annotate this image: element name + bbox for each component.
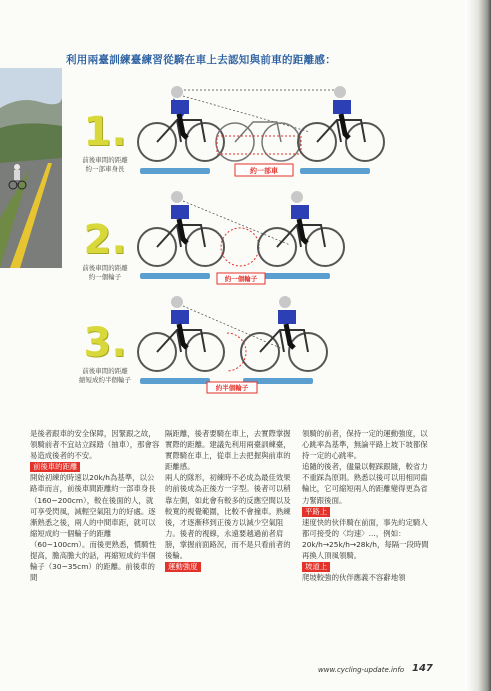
trainer-illustration-1	[135, 80, 395, 185]
footer-url: www.cycling-update.info	[318, 666, 405, 674]
section-tag-flat-road: 平路上	[302, 507, 330, 517]
step-1-number: 1.	[83, 109, 127, 155]
page-spine-shadow	[465, 0, 491, 691]
col3-paragraph-3: 速度快的伙伴騎在前面，事先約定騎人都可接受的〈均速〉…，例如：20k/h→25k/h→28k/h，每隔一段時間再換人頂風領騎。	[302, 517, 429, 561]
col1-paragraph-2: 開始初練的時速以20k/h為基準，以公路車而言，前後車間距離約一部車身長（160~200cm），較在後面的人，就可享受閃風，減輕空氣阻力的好處。逐漸熟悉之後，兩人的中間車距，就可以縮短成約一個輪子的距離（60~100cm）。而後更熟悉，慣騎性提高，膽高膽大的話，再縮短成約半個輪子（30~35cm）的距離。前後車的間	[30, 473, 156, 583]
text-column-1	[30, 428, 160, 583]
page-heading: 利用兩臺訓練臺練習從騎在車上去認知與前車的距離感：	[66, 54, 336, 66]
step-2-number: 2.	[83, 217, 127, 263]
distance-label-1: 約一部車	[250, 167, 278, 175]
step-2-caption: 前後車間的距離 約一個輪子	[82, 264, 128, 281]
text-column-3	[302, 428, 432, 583]
step-3-caption: 前後車間的距離 縮短成約半個輪子	[79, 367, 131, 384]
step-1-marker	[74, 109, 136, 173]
section-tag-distance: 前後車的距離	[30, 462, 80, 472]
trainer-illustration-2	[135, 185, 395, 290]
distance-label-3: 約半個輪子	[215, 384, 249, 392]
col3-paragraph-1: 領騎的前者，保持一定的運動強度，以心跳率為基準，無論平路上坡下坡都保持一定的心跳率。	[302, 429, 428, 461]
col2-paragraph-2: 兩人的隊形，初練時不必成為最佳效果的前後成為正後方一字型。後者可以稍靠左側，如此會有較多的反應空間以及較寬的視覺範圍，比較不會撞車。熟練後，才逐漸移到正後方以減少空氣阻力。後者的視線，永遠要越過前者肩膀，掌握前面路況，而不是只看前者的後輪。	[165, 473, 291, 561]
col3-paragraph-2: 追隨的後者，儘量以輕踩跟隨，較省力不重踩為原則。熟悉以後可以用相同齒輪比，它可縮短兩人的距離變得更為省力緊跟後面。	[302, 462, 428, 505]
step-1-caption: 前後車間的距離 約一部車身長	[82, 156, 128, 173]
text-column-2	[165, 428, 291, 572]
distance-label-2: 約一個輪子	[224, 275, 258, 283]
step-3-marker	[74, 320, 136, 384]
step-2-marker	[74, 217, 136, 281]
trainer-illustration-3	[135, 290, 395, 395]
step-3-number: 3.	[83, 320, 127, 366]
col1-paragraph-1: 是後者跟車的安全保障，因緊跟之故，領騎前者不宜站立踩踏（抽車），那會容易造成後者的不安。	[30, 429, 160, 461]
col2-paragraph-1: 隔距離，後者要騎在車上，去實際掌握實際的距離。建議先利用兩臺訓練臺，實際騎在車上，從車上去把握與前車的距離感。	[165, 429, 291, 472]
section-tag-intensity: 運動強度	[165, 562, 201, 572]
page-number: 147	[412, 663, 433, 674]
road-photo	[0, 68, 62, 268]
section-tag-slope: 坡道上	[302, 562, 330, 572]
col3-paragraph-4: 爬坡較強的伙伴應義不容辭地領	[302, 573, 406, 583]
